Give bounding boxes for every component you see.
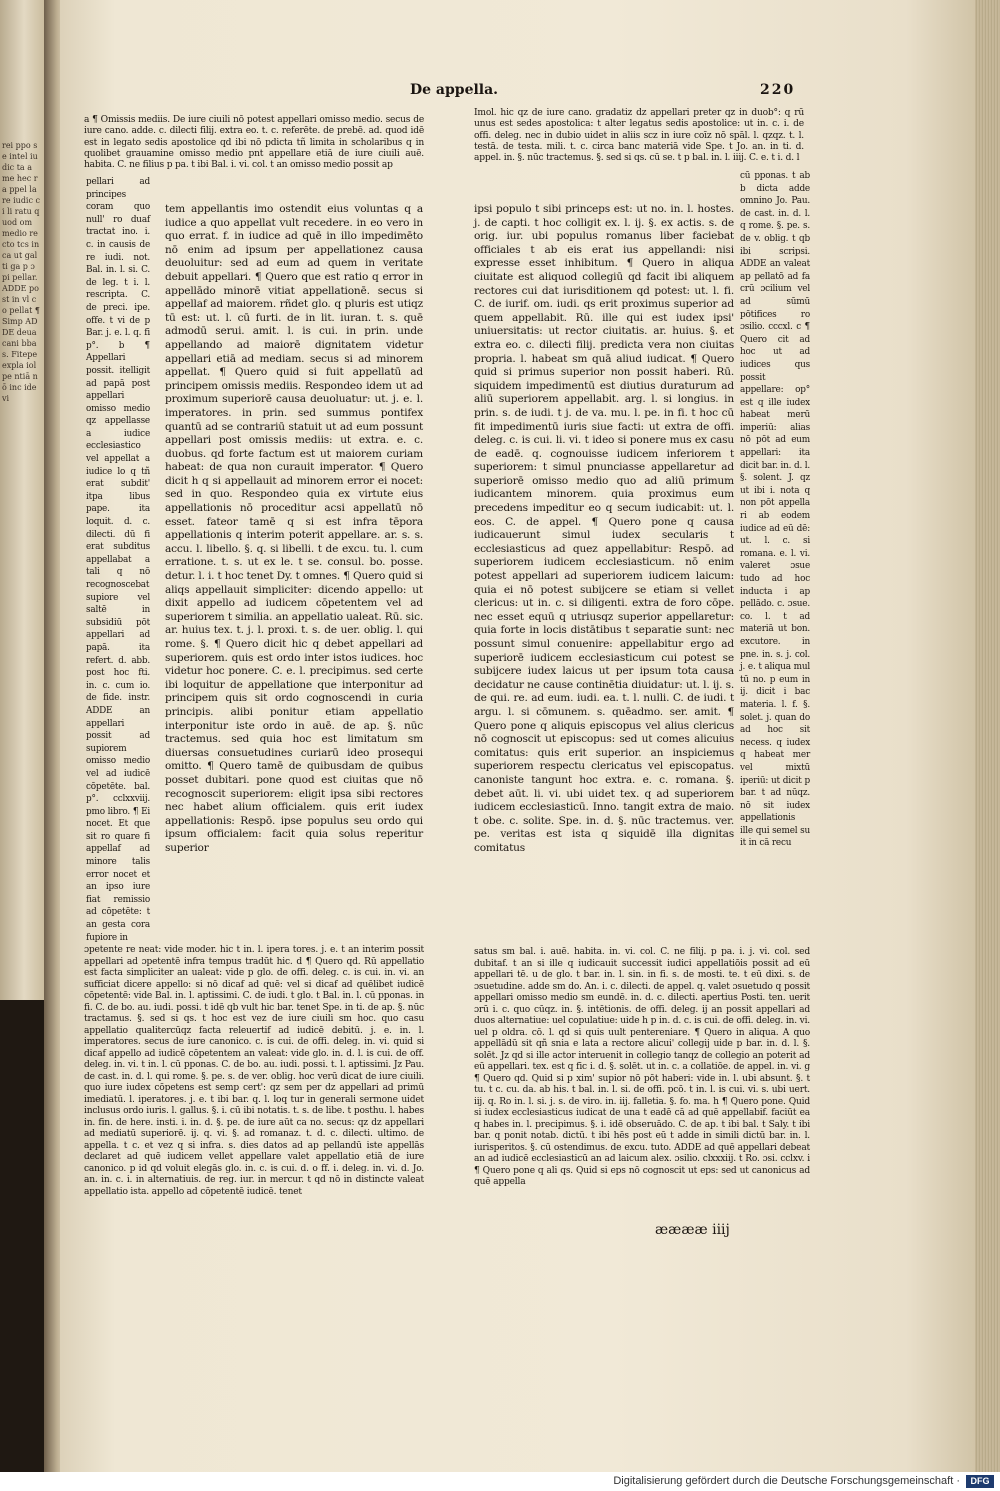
gloss-bottom-right-text: satus sm bal. i. auē. habita. in. vi. col. C. ne filij. p pa. i. j. vi. col. sed dubitaf. t an si ille q iudicauit successit iudici appellatiōis possit ad eū appellari tē. u de glo. t bar. in. l. sin. in fi. s. de mosti. te. t eū dixi. s. de ɔsuetudine. adde sm do. An. i. c. dilecti. de appel. q. valet ɔsuetudo q possit appellari omisso medio sm eundē. in. d. c. dilecti. apertius Posti. ten. uerit ɔrū i. c. quo cūqz. in. §. intētionis. de offi. deleg. ij an possit appellari ad duos alternatiue: uel copulatiue: uide h p in. d. c. is cui. de offi. deleg. in. vi. uel p oldra. cō. l. qd si quis uult pentereniare. ¶ Quero in aliqua. A quo appellādū sit qñ snia e lata a rectore alicui' collegij uide p bar. in. d. l. §. solēt. Jz qd si ille actor interuenit in collegio tanqz de collegio an poterit ad eū appellari. tex. est q fic i. d. §. solēt. ut in. c. a collatiōe. de appel. in. vi. g ¶ Quero qd. Quid si p xim' supior nō pōt haberi: vide in. l. ubi absunt. §. t tu. t c. cu. da. ab his. t bal. in. l. si. de offi. pcō. t in. l. is cui. vi. s. ubi uert. iij. q. Ro in. l. si. j. s. de viro. in. iij. falletia. §. fo. ma. h ¶ Quero pone. Quid si iudex ecclesiasticus iudicat de una t eadē cā ad quē appellabif. faciūt ea q habes in. l. precipimus. §. i. idē obseruādo. C. de ap. t ibi bal. t Saly. t ibi bar. q ponit notab. dictū. t ibi hēs post eū t adde in simili dictū bar. in. l. iurisperitos. §. cū ostendimus. de excu. tuto. ADDE ad quē appellari debeat an ad iudicē ecclesiasticū an ad laicum alex. ɔsilio. clxxxiij. t Ro. ɔsi. cclxv. i ¶ Quero pone q ali qs. Quid si eps nō cognoscit ut eps: sed ut canonicus ad quē appella	[474, 947, 810, 1187]
gloss-bottom-left	[84, 945, 424, 1198]
main-text-left-column	[165, 203, 423, 856]
gloss-bottom-left-text: ɔpetente re neat: vide moder. hic t in. l. ipera tores. j. e. t an interim possit appellari ad ɔpetentē infra tempus tradūt hic. d ¶ Quero qd. Rū appellatio est facta simpliciter an ualeat: vide p glo. de offi. deleg. c. is cui. in. vi. an sufficiat dicere appello: si nō dicaf ad quē: vel si dicaf ad quēlibet iudicē cōpetentē: vide Bal. in. l. aptissimi. C. de iudi. t glo. t Bal. in. l. cū pponas. in fi. C. de bo. au. iudi. possi. t idē qb vult hic bar. tenet Spe. in ti. de ap. §. nūc tractamus. §. sed si qs. t hoc est vez de iure ciuili sm hoc. quo casu appellatio qualitercūqz facta releuertif ad iudicē debitū. j. e. in. l. imperatores. secus de iure canonico. c. is cui. de offi. deleg. in. vi. quid si dicaf appello ad iudicē cōpetentem an valeat: vide glo. in. d. l. is cui. de off. deleg. in. vi. t in. l. cū pponas. C. de bo. au. iudi. possi. t. l. aptissimi. Jz Pau. de cast. in. d. l. qui rome. §. pe. s. de ver. oblig. hoc verū dicat de iure ciuili. quo iure iudex cōpetens est semp cert': qz sem per dz appellari ad primū imediatū. l. iperatores. j. e. t ibi bar. q. l. loq tur in generali sermone uidet inclusus ordo iuris. l. gallus. §. i. cū ibi notatis. t. s. de libe. t posthu. l. habes in. fin. de here. insti. i. in. d. §. pe. de iure aūt ca no. secus: qz dz appellari ad mediatū superiorē. ij. q. vi. §. ad romanaz. t. d. c. dilecti. ultimo. de appella. t c. et vez q si infra. s. dies datos ad ap pellandū iste appellās declaret ad quē iudicem vellet appellare valet appellatio etiā de iure canonico. p id qd voluit elegās glo. in. c. is cui. d. o ff. i. deleg. in. vi. d. Jo. an. in. c. i. in alternatiuis. de reg. iur. in mercur. t qd nō in distincte valeat appellatio ista. appello ad cōpetentē iudicē. tenet	[84, 945, 424, 1197]
main-text-right: ipsi populo t sibi princeps est: ut no. in. l. hostes. j. de capti. t hoc colligit ex. l. ij. §. ex actis. s. de orig. iur. ubi populus romanus liber faciebat officiales t ab eis erat ius appellandi: nisi expresse esset inhibitum. ¶ Quero in aliqua ciuitate est aliquod collegiū qd facit ibi aliquem rectores cui dat iurisditionem qd potest: ut. l. fi. C. de iurif. om. iudi. qs erit proximus superior ad quem appellabit. Rū. ille qui est iudex ipsi' uniuersitatis: ut rector ciuitatis. ar. huius. §. et extra eo. c. dilecti filij. predicta vera non ciuitas propria. l. habeat sm quā aliud iudicat. ¶ Quero quid si primus superior non possit haberi. Rū. siquidem impedimentū est diutius duraturum ad aliū superiorem appellabit. arg. l. si longius. in prin. s. de iudi. t j. de va. mu. l. pe. in fi. t hoc cū fit impedimentū iuris siue facti: ut extra de offi. deleg. c. is cui. li. vi. t ideo si ponere mus ex casu de eadē. q. cognouisse iudicem inferiorem t superiorem: t simul pnunciasse appellaretur ad superiorē omisso medio quo ad aliū primum iudicantem minorem. quia proximus eum precedens impeditur eo q secum iudicabit: ut. l. eos. C. de appel. ¶ Quero pone q causa iudicauerunt simul iudex secularis t ecclesiasticus ad quez appellabitur: Respō. ad superiorem iudicem ecclesiasticum. nō enim potest appellari ad superiorem iudicem laicum: quia ei nō potest subijcere se etiam si vellet clericus: ut in. c. si diligenti. extra de foro cōpe. nec esset equū q utriusqz superior appellaretur: quia forte in locis distātibus t separatie sunt: nec possunt simul conuenire: appellabitur ergo ad superiorē iudicem ecclesiasticum cui potest se subijcere iudex laicus ut per ipsum tota causa decidatur ne cause continētia diuidatur: ut. l. ij. s. de qui. re. ad eum. iudi. ea. t. l. nulli. C. de iudi. t argu. l. si cōmunem. s. quēadmo. ser. amit. ¶ Quero pone q aliquis episcopus vel alius clericus nō cognoscit ut episcopus: sed ut comes alicuius comitatus: quis erit superior. an inspiciemus superiorem respectu clericatus vel episcopatus. canoniste tangunt hoc extra. e. c. romana. §. debet aūt. li. vi. ubi uidet tex. q ad superiorem iudicem ecclesiasticū. Inno. tangit extra de maio. t obe. c. solite. Spe. in. d. §. nūc tractemus. ver. pe. veritas est ista q siquidē illa dignitas comitatus	[474, 203, 734, 854]
gloss-top-left-text: a ¶ Omissis mediis. De iure ciuili nō potest appellari omisso medio. secus de iure cano. adde. c. dilecti filij. extra eo. t. c. referēte. de prebē. ad. quod idē est in legato sedis apostolice qd ibi nō pdicta tñ limita in scholaribus q in quolibet grauamine omisso medio pnt appellare etiā de iure ciuili auē. habita. C. ne filius p pa. t ibi Bal. i. vi. col. t an omisso medio possit ap	[84, 115, 424, 171]
gloss-right-column-text: cū pponas. t ab b dicta adde omnino Jo. Pau. de cast. in. d. l. q rome. §. pe. s. de v. oblig. t qb ibi scripsi. ADDE an valeat ap pellatō ad fa crū ɔcilium vel ad sūmū pōtifices ro ɔsilio. cccxl. c ¶ Quero cit ad hoc ut ad iudices qus possit appellare: op° est q ille iudex habeat merū imperiū: alias nō pōt ad eum appellari: ita dicit bar. in. d. l. §. solent. J. qz ut ibi i. nota q non pōt appella ri ab eodem iudice ad eū dē: ut. l. c. si romana. e. l. vi. valeret ɔsue tudo ad hoc inducta i ap pellādo. c. ɔsue. co. l. t ad materiā ut bon. excutore. in pne. in. s. j. col. j. e. t aliqua mul tū no. p eum in ij. dicit i bac materia. l. f. §. solet. j. quan do ad hoc sit necess. q iudex q habeat mer vel mixtū iperiū: ut dicit p bar. t ad nūqz. nō sit iudex appellationis ille qui semel su it in cā recu	[740, 171, 810, 849]
gloss-left-column	[86, 176, 150, 944]
gloss-left-column-text: pellari ad principes coram quo null' ro duaf tractat ino. i. c. in causis de re iudi. not. Bal. in. l. si. C. de leg. t i. l. rescripta. C. de preci. ipe. offe. t vi de p Bar. j. e. l. q. fi p°. b ¶ Appellari possit. itelligit ad papā post appellari omisso medio qz appellasse a iudice ecclesiastico vel appellat a iudice lo q tñ erat subdit' itpa libus pape. ita loquit. d. c. dilecti. dū fi erat subditus appellabat a tali q nō recognoscebat supiore vel saltē in subsidiū pōt appellari ad papā. ita refert. d. abb. post hoc fti. in. c. cum io. de fide. instr. ADDE an appellari possit ad supiorem omisso medio vel ad iudicē cōpetēte. bal. p°. cclxxviij. pmo libro. ¶ Ei nocet. Et que sit ro quare fi appellaf ad minore talis error nocet et an ipso iure fiat remissio ad cōpetēte: t an gesta cora fupiore in	[86, 177, 150, 943]
dfg-logo-icon: DFG	[966, 1475, 994, 1488]
folio-number: 220	[760, 82, 796, 98]
gloss-bottom-right	[474, 947, 810, 1189]
catchword: ææææ iiij	[655, 1222, 730, 1238]
running-title: De appella.	[410, 82, 499, 98]
gloss-top-right	[474, 108, 804, 164]
footer-credit: Digitalisierung gefördert durch die Deutsche Forschungsgemeinschaft ·	[613, 1475, 960, 1487]
previous-page-edge	[0, 0, 44, 1000]
gloss-top-right-text: Imol. hic qz de iure cano. gradatiz dz appellari preter qz in duob°: q rū unus est sedes apostolica: t alter legatus sedis apostolice: ut in. c. i. de offi. deleg. nec in dubio uidet in aliis scz in iure coīz nō spāl. l. qzqz. t. l. testā. de testa. mili. t. c. circa banc materiā vide Spe. t Jo. an. in ti. d. appel. in. §. nūc tractemus. §. sed si qs. cū se. t p bal. in. l. iiij. C. e. t i. d. l	[474, 108, 804, 164]
main-text-right-column	[474, 203, 734, 856]
gloss-top-left	[84, 115, 424, 171]
previous-page-text: rei ppo se intel iudic ta a me hec ra ppel lare iudic ci li ratu quod om medio recto tcs in ca ut gal ti ga p ɔ pi pellar. ADDE post in vl co pellat ¶ Simp ADDE deua cani bbas. Fitepe expla iolpe ntiā nō inc ide vi	[2, 141, 40, 403]
main-text-left: tem appellantis imo ostendit eius voluntas q a iudice a quo appellat vult recedere. in eo vero in quo errat. f. in iudice ad quē in illo impedimēto nō enim ad ipsum per appellationez causa deuoluitur: sed ad eum ad quem in veritate debuit appellari. ¶ Quero que est ratio q error in appellādo minorē vitiat appellationē. secus si appellaf ad maiorem. rñdet glo. q pluris est utiqz tū est: ut. l. cū furti. de in lit. iuran. t. s. quē admodū serui. amit. l. is cui. in prin. unde appellando ad maiorē dignitatem videtur appellari etiā ad mediam. secus si ad minorem appellat. ¶ Quero quid si fuit appellatū ad principem omissis mediis. Respondeo idem ut ad proximum superiorē causa deuoluatur: ut. j. e. l. imperatores. in prin. sed summus pontifex quantū ad se contrariū statuit ut ad eum possunt appellari post omissis mediis: ut extra. e. c. duobus. qd forte factum est ut maiorem curiam habeat: de qua non curauit imperator. ¶ Quero dicit h q si appellauit ad minorem error ei nocet: sed in quo. Respondeo quia ex virtute eius appellationis nō proceditur acsi appellatū nō esset. fateor tamē q si est infra tēpora appellationis q interim poterit appellare. ar. s. s. accu. l. libello. §. q. si libelli. t de excu. tu. l. cum erratione. t. s. ut ex le. t se. consul. bo. posse. detur. l. i. t hoc tenet Dy. t omnes. ¶ Quero quid si aliqs appellauit simpliciter: dicendo appello: ut dixit appello ad iudicem cōpetentem vel ad superiorem t similia. an appellatio ualeat. Rū. sic. ar. huius tex. t. j. l. proxi. t. s. de uer. oblig. l. qui rome. §. ¶ Quero dicit hic q debet appellari ad superiorem. quis est ordo inter istos iudices. hoc videtur hoc ponere. C. e. l. precipimus. sed certe ibi loquitur de appellatione que interponitur ad principem quis sit ordo cognoscendi in curia principis. alibi ponitur etiam appellatio interponitur iste ordo in auē. de ap. §. nūc tractemus. sed quia hoc est limitatum sm diuersas consuetudines curiarū ideo prosequi omitto. ¶ Quero tamē de quibusdam de quibus posset dubitari. pone quod est ciuitas que nō recognoscit superiorem: eligit ipsa sibi rectores nec habet alium officialem. quis erit iudex appellationis: Respō. ipse populus seu ordo qui ipsum officialem: facit quia solus reperitur superior	[165, 203, 423, 854]
footer-bar	[0, 1472, 1000, 1491]
gloss-right-column	[740, 170, 810, 850]
page-edges	[975, 0, 1000, 1472]
